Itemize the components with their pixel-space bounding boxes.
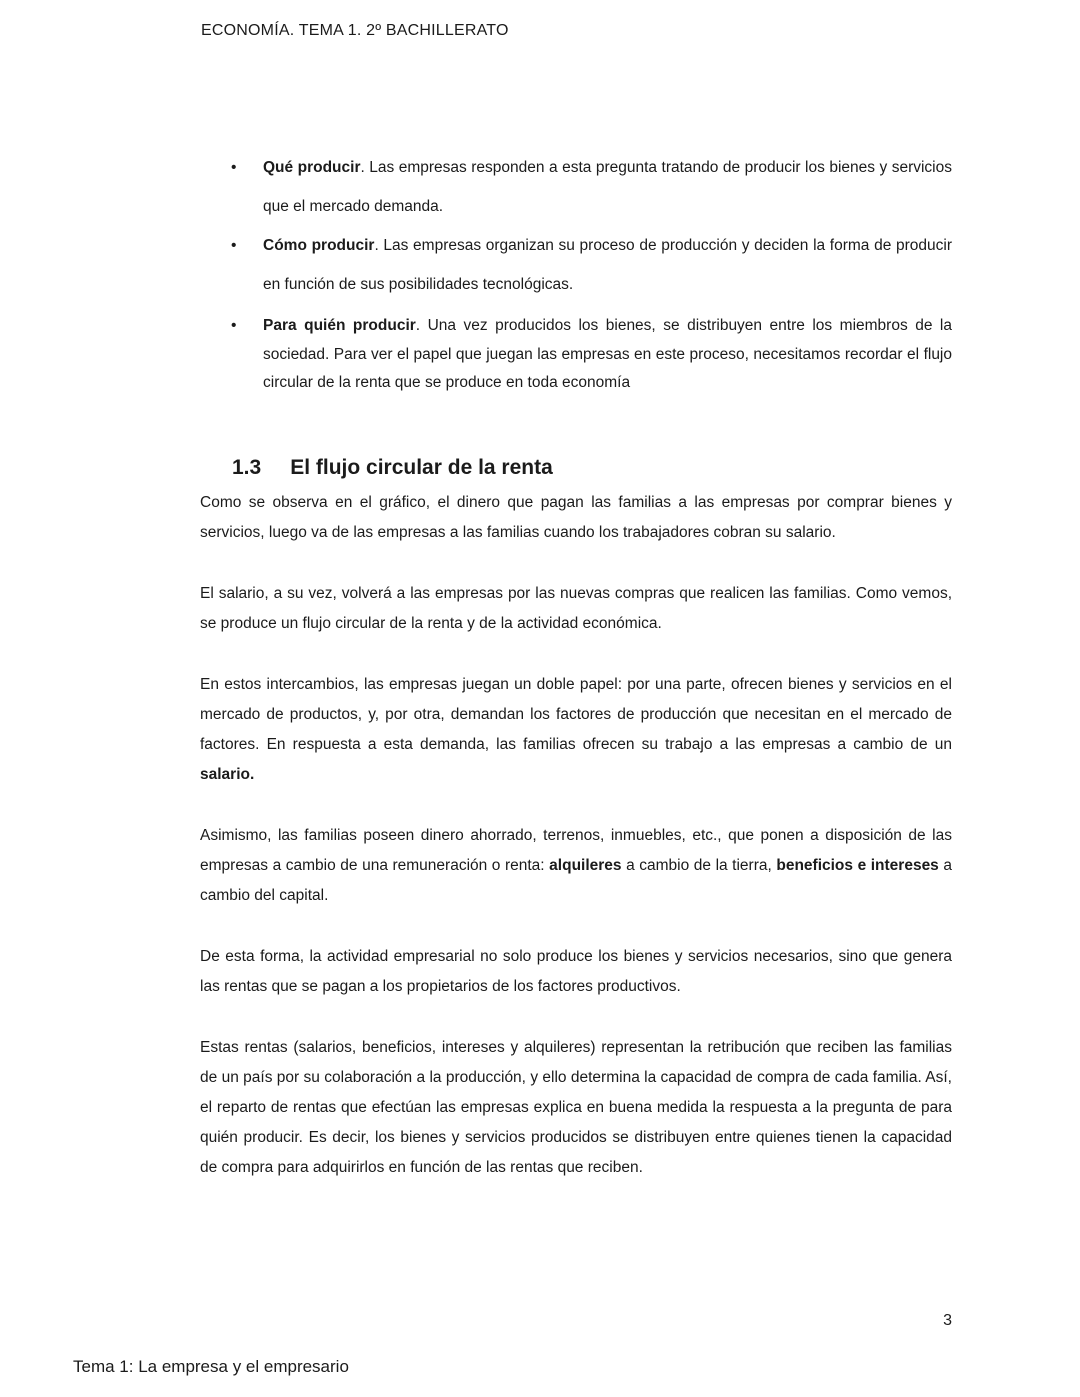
body-text: Estas rentas (salarios, beneficios, intereses y alquileres) representan la retribución que reciben las familias de un país por su colaboración a la producción, y ello determina la capacidad de compra de cada familia. Así, el reparto de rentas que efectúan las empresas explica en buena medida la respuesta a la pregunta de para quién producir. Es decir, los bienes y servicios producidos se distribuyen entre quienes tienen la capacidad de compra para adquirirlos en función de las rentas que reciben. bbox=[200, 1038, 952, 1176]
page-number: 3 bbox=[943, 1312, 952, 1329]
list-item bbox=[200, 312, 952, 398]
paragraph bbox=[200, 670, 952, 790]
section-title: El flujo circular de la renta bbox=[290, 455, 553, 479]
bold-term: salario. bbox=[200, 765, 255, 783]
bold-term: beneficios e intereses bbox=[776, 856, 939, 874]
body-text: Como se observa en el gráfico, el dinero que pagan las familias a las empresas por comprar bienes y servicios, luego va de las empresas a las familias cuando los trabajadores cobran su salario. bbox=[200, 493, 952, 541]
paragraph bbox=[200, 942, 952, 1002]
body-text: En estos intercambios, las empresas juegan un doble papel: por una parte, ofrecen bienes y servicios en el mercado de productos, y, por otra, demandan los factores de producción que necesitan en el mercado de factores. En respuesta a esta demanda, las familias ofrecen su trabajo a las empresas a cambio de un bbox=[200, 675, 952, 753]
paragraph bbox=[200, 821, 952, 911]
content-area bbox=[200, 148, 952, 1214]
bullet-marker: • bbox=[231, 317, 237, 334]
page-footer: Tema 1: La empresa y el empresario bbox=[73, 1357, 349, 1376]
body-text: . Las empresas organizan su proceso de producción y deciden la forma de producir en función de sus posibilidades tecnológicas. bbox=[263, 237, 952, 293]
bold-term: alquileres bbox=[549, 856, 622, 874]
page-header: ECONOMÍA. TEMA 1. 2º BACHILLERATO bbox=[201, 22, 509, 39]
list-item bbox=[200, 148, 952, 226]
bold-term: Para quién producir bbox=[263, 317, 416, 334]
body-text: Asimismo, las familias poseen dinero ahorrado, terrenos, inmuebles, etc., que ponen a disposición de las empresas a cambio de una remuneración o renta: bbox=[200, 826, 952, 874]
section-heading bbox=[232, 454, 952, 482]
bullet-marker: • bbox=[231, 237, 237, 254]
body-text: El salario, a su vez, volverá a las empresas por las nuevas compras que realicen las familias. Como vemos, se produce un flujo circular de la renta y de la actividad económica. bbox=[200, 584, 952, 632]
paragraph bbox=[200, 488, 952, 548]
body-text: a cambio del capital. bbox=[200, 856, 952, 904]
paragraph bbox=[200, 579, 952, 639]
bold-term: Qué producir bbox=[263, 159, 361, 176]
production-questions-list bbox=[200, 148, 952, 398]
body-text: a cambio de la tierra, bbox=[621, 856, 777, 874]
body-paragraphs bbox=[200, 488, 952, 1183]
paragraph bbox=[200, 1033, 952, 1183]
list-item bbox=[200, 226, 952, 304]
body-text: De esta forma, la actividad empresarial no solo produce los bienes y servicios necesarios, sino que genera las rentas que se pagan a los propietarios de los factores productivos. bbox=[200, 947, 952, 995]
body-text: . Las empresas responden a esta pregunta tratando de producir los bienes y servicios que el mercado demanda. bbox=[263, 159, 952, 215]
section-number: 1.3 bbox=[232, 455, 262, 479]
bullet-marker: • bbox=[231, 159, 237, 176]
bold-term: Cómo producir bbox=[263, 237, 375, 254]
body-text: . Una vez producidos los bienes, se distribuyen entre los miembros de la sociedad. Para ver el papel que juegan las empresas en este proceso, necesitamos recordar el flujo circular de la renta que se produce en toda economía bbox=[263, 317, 952, 391]
